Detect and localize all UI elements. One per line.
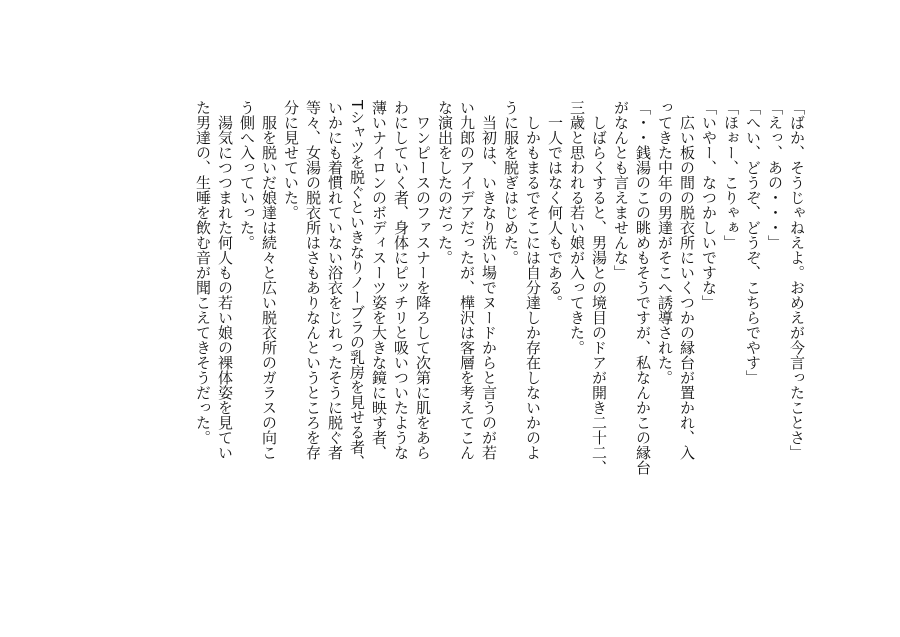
text-line: しかもまるでそこには自分達しか存在しないかのよ	[524, 100, 542, 460]
text-line: な演出をしたのだった。	[436, 100, 454, 265]
text-line: 「へい、どうぞ、どうぞ、こちらでやす」	[744, 100, 762, 385]
text-line: Tシャツを脱ぐといきなりノーブラの乳房を見せる者、	[348, 100, 366, 470]
text-line: 「・・銭湯のこの眺めもそうですが、私なんかこの縁台	[634, 100, 652, 475]
text-line: た男達の、生唾を飲む音が聞こえてきそうだった。	[194, 100, 212, 445]
text-line: 「ばか、そうじゃねえよ。おめえが今言ったことさ」	[788, 100, 806, 460]
text-line: 薄いナイロンのボディスーツ姿を大きな鏡に映す者、	[370, 100, 388, 460]
text-line: 服を脱いだ娘達は続々と広い脱衣所のガラスの向こ	[260, 100, 278, 460]
text-line: わにしていく者、身体にピッチリと吸いついたような	[392, 100, 410, 460]
text-line: 「いやー、なつかしいですな」	[700, 100, 718, 310]
text-line: ワンピースのファスナーを降ろして次第に肌をあら	[414, 100, 432, 460]
text-line: 当初は、いきなり洗い場でヌードからと言うのが若	[480, 100, 498, 460]
text-line: 「ほぉー、こりゃぁ」	[722, 100, 740, 250]
text-line: 等々、女湯の脱衣所はさもありなんというところを存	[304, 100, 322, 460]
text-line: う側へ入っていった。	[238, 100, 256, 250]
text-line: 一人ではなく何人もである。	[546, 100, 564, 310]
text-line: いかにも着慣れていない浴衣をじれったそうに脱ぐ者	[326, 100, 344, 460]
text-line: 「えっ、あの・・・」	[766, 100, 784, 250]
text-line: い九郎のアイデアだったが、樺沢は客層を考えてこん	[458, 100, 476, 460]
text-line: うに服を脱ぎはじめた。	[502, 100, 520, 265]
text-line: がなんとも言えませんな」	[612, 100, 630, 280]
text-line: 広い板の間の脱衣所にいくつかの縁台が置かれ、入	[678, 100, 696, 460]
text-line: しばらくすると、男湯との境目のドアが開き二十二、	[590, 100, 608, 475]
text-line: 分に見せていた。	[282, 100, 300, 220]
text-line: ってきた中年の男達がそこへ誘導された。	[656, 100, 674, 385]
text-line: 湯気につつまれた何人もの若い娘の裸体姿を見てい	[216, 100, 234, 460]
vertical-text-block	[192, 100, 808, 530]
text-line: 三歳と思われる若い娘が入ってきた。	[568, 100, 586, 355]
